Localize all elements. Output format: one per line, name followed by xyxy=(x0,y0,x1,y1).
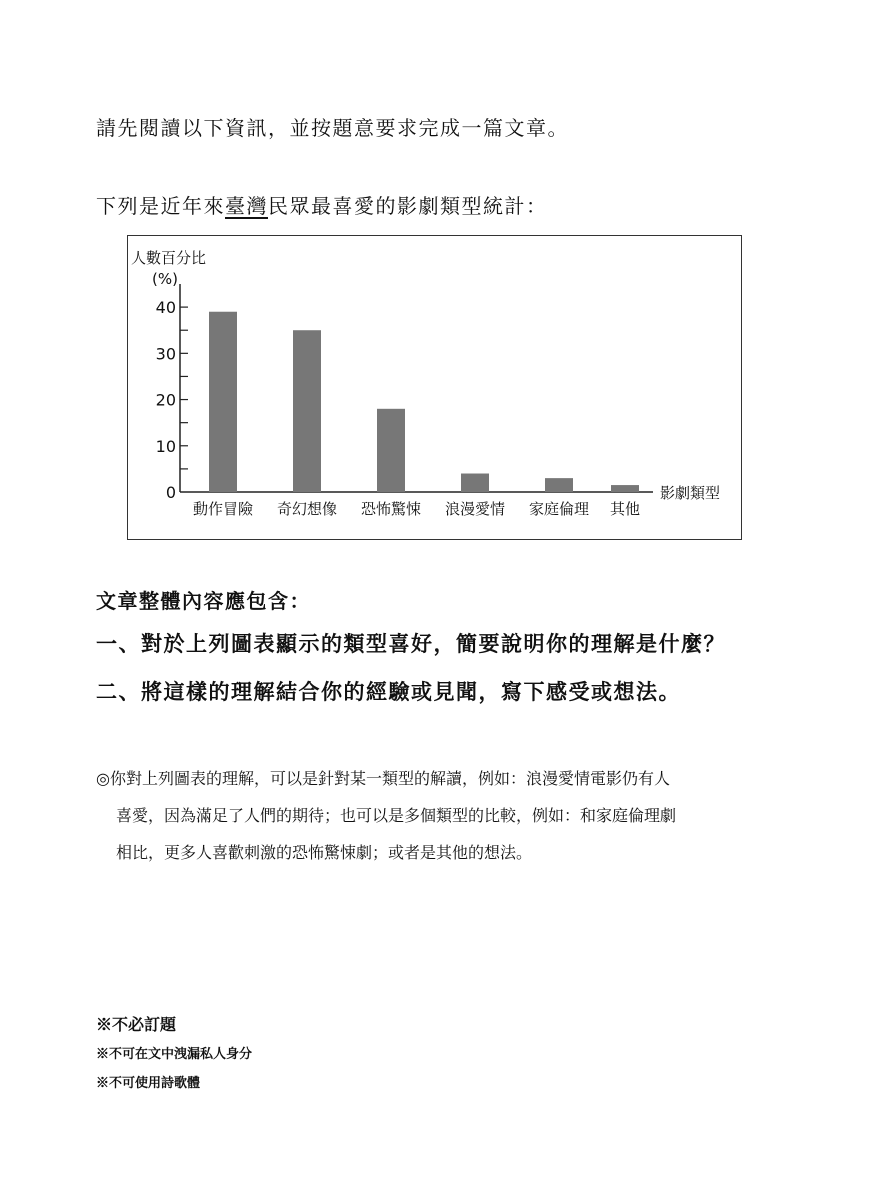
bar-chart-frame xyxy=(127,235,742,540)
note-paragraph xyxy=(96,760,786,871)
bar-4 xyxy=(461,474,489,492)
bar-1 xyxy=(209,312,237,492)
bar-5 xyxy=(545,478,573,492)
content-heading: 文章整體內容應包含： xyxy=(96,589,311,613)
x-category-label: 恐怖驚悚 xyxy=(360,500,422,518)
rule-no-poetry: ※不可使用詩歌體 xyxy=(96,1076,201,1091)
note-line-3: 相比，更多人喜歡刺激的恐怖驚悚劇；或者是其他的想法。 xyxy=(116,843,533,862)
y-axis-unit: (%) xyxy=(152,270,178,288)
y-tick-label: 20 xyxy=(155,390,176,410)
x-category-label: 家庭倫理 xyxy=(528,500,590,518)
chart-caption-prefix: 下列是近年來 xyxy=(96,194,225,218)
y-axis-title: 人數百分比 xyxy=(131,249,207,267)
x-category-label: 動作冒險 xyxy=(192,500,254,518)
note-line-1: ◎你對上列圖表的理解，可以是針對某一類型的解讀，例如：浪漫愛情電影仍有人 xyxy=(96,769,670,788)
chart-caption xyxy=(96,190,548,219)
y-tick-label: 0 xyxy=(165,483,176,502)
intro-instruction: 請先閱讀以下資訊，並按題意要求完成一篇文章。 xyxy=(96,116,569,140)
y-tick-label: 40 xyxy=(155,298,176,318)
requirement-2: 二、將這樣的理解結合你的經驗或見聞，寫下感受或想法。 xyxy=(96,679,681,704)
x-category-label: 浪漫愛情 xyxy=(444,500,506,518)
rule-no-title: ※不必訂題 xyxy=(96,1015,177,1034)
requirement-1: 一、對於上列圖表顯示的類型喜好，簡要說明你的理解是什麼？ xyxy=(96,631,726,656)
y-tick-label: 10 xyxy=(155,436,176,456)
bar-chart xyxy=(128,236,741,539)
x-category-label: 奇幻想像 xyxy=(276,500,338,518)
x-axis-title: 影劇類型 xyxy=(660,484,721,502)
bar-3 xyxy=(377,409,405,492)
bar-2 xyxy=(293,330,321,492)
note-line-2: 喜愛，因為滿足了人們的期待；也可以是多個類型的比較，例如：和家庭倫理劇 xyxy=(116,806,677,825)
chart-caption-underlined: 臺灣 xyxy=(225,194,268,218)
rule-no-identity: ※不可在文中洩漏私人身分 xyxy=(96,1047,253,1062)
y-tick-label: 30 xyxy=(155,344,176,364)
bar-6 xyxy=(611,485,639,492)
x-category-label: 其他 xyxy=(609,500,641,518)
chart-caption-suffix: 民眾最喜愛的影劇類型統計： xyxy=(268,194,548,218)
